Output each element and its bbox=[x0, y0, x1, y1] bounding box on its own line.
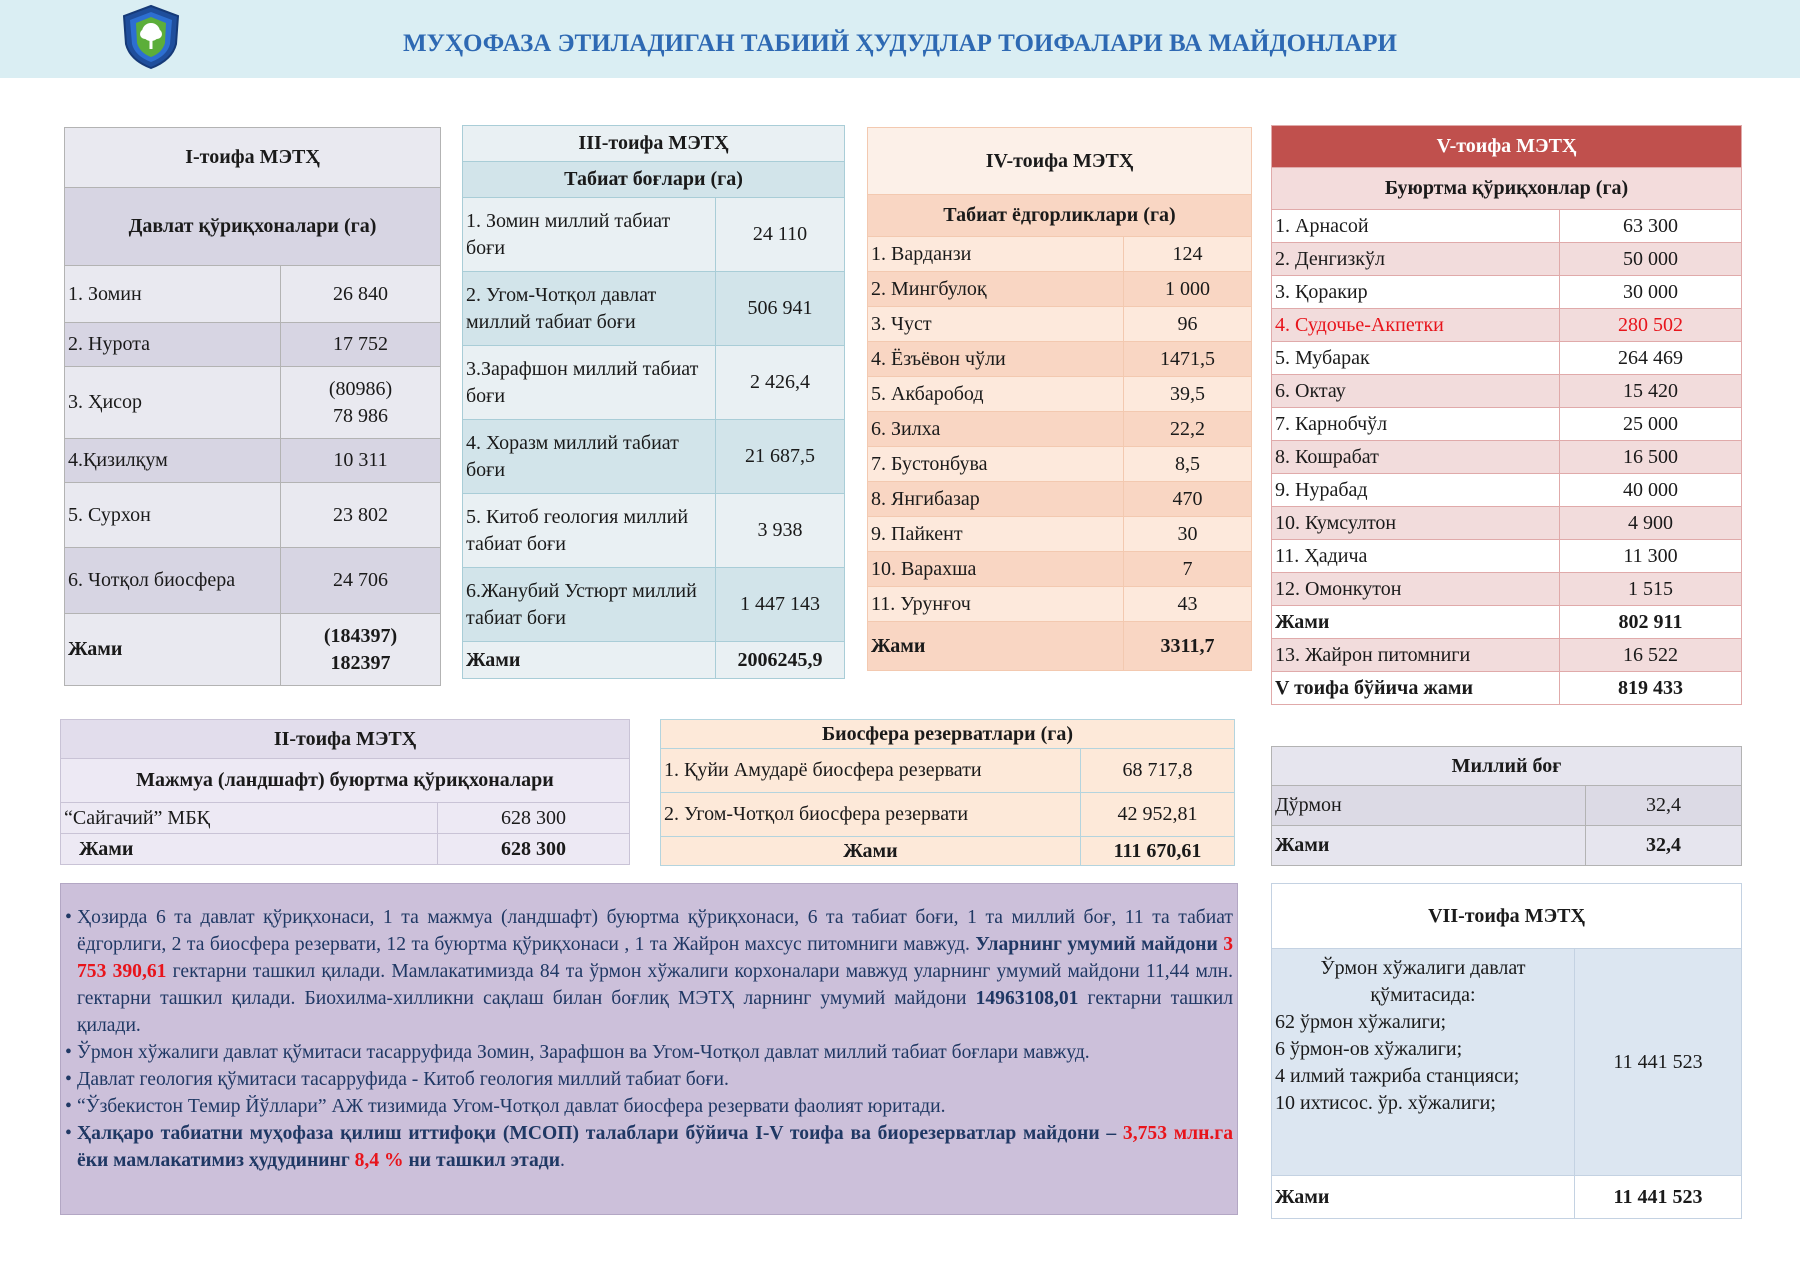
category-3-table bbox=[462, 125, 845, 679]
table-row: 1. Арнасой 63 300 bbox=[1272, 210, 1742, 243]
category-title: III-тоифа МЭТҲ bbox=[463, 126, 845, 162]
current-total: 182397 bbox=[330, 651, 391, 674]
table-row: 6. Октау 15 420 bbox=[1272, 375, 1742, 408]
category-2-table bbox=[60, 719, 630, 865]
table-row: 10. Кумсултон 4 900 bbox=[1272, 507, 1742, 540]
table-row: 4.Қизилқум 10 311 bbox=[65, 439, 441, 483]
total-row: Жами 628 300 bbox=[61, 834, 630, 865]
category-subtitle: Табиат ёдгорликлари (га) bbox=[868, 195, 1252, 237]
category-title: I-тоифа МЭТҲ bbox=[65, 128, 441, 188]
list-line: Ўрмон хўжалиги давлат bbox=[1320, 957, 1526, 979]
category-subtitle: Мажмуа (ландшафт) буюртма қўриқхоналари bbox=[61, 759, 630, 803]
table-row: 12. Омонкутон 1 515 bbox=[1272, 573, 1742, 606]
previous-value: (80986) bbox=[328, 377, 393, 400]
category-subtitle: Давлат қўриқхоналари (га) bbox=[65, 188, 441, 266]
category-subtitle: Табиат боғлари (га) bbox=[463, 162, 845, 198]
table-row: 5. Китоб геология миллий табиат боғи 3 938 bbox=[463, 494, 845, 568]
list-line: 6 ўрмон-ов хўжалиги; bbox=[1275, 1038, 1463, 1060]
table-row: Дўрмон 32,4 bbox=[1272, 786, 1742, 826]
category-title: II-тоифа МЭТҲ bbox=[61, 720, 630, 759]
table-row: 2. Нурота 17 752 bbox=[65, 323, 441, 367]
table-row: 4. Ёзъёвон чўли 1471,5 bbox=[868, 342, 1252, 377]
table-row: 9. Нурабад 40 000 bbox=[1272, 474, 1742, 507]
list-line: 4 илмий тажриба станцияси; bbox=[1275, 1065, 1520, 1087]
table-row: 8. Кошрабат 16 500 bbox=[1272, 441, 1742, 474]
park-title: Миллий боғ bbox=[1272, 747, 1742, 786]
category-4-table bbox=[867, 127, 1252, 671]
table-row: “Сайгачий” МБҚ 628 300 bbox=[61, 803, 630, 834]
table-row: 5. Мубарак 264 469 bbox=[1272, 342, 1742, 375]
list-line: 62 ўрмон хўжалиги; bbox=[1275, 1011, 1447, 1033]
biosphere-title: Биосфера резерватлари (га) bbox=[661, 720, 1235, 749]
total-row: Жами 11 441 523 bbox=[1272, 1176, 1742, 1219]
table-row: 8. Янгибазар 470 bbox=[868, 482, 1252, 517]
table-row: 5. Акбаробод 39,5 bbox=[868, 377, 1252, 412]
table-row: 11. Урунғоч 43 bbox=[868, 587, 1252, 622]
table-row: 10. Варахша 7 bbox=[868, 552, 1252, 587]
total-row: Жами 3311,7 bbox=[868, 622, 1252, 671]
table-row: 7. Карнобчўл 25 000 bbox=[1272, 408, 1742, 441]
total-row: Жами 111 670,61 bbox=[661, 837, 1235, 866]
total-row: Жами 802 911 bbox=[1272, 606, 1742, 639]
note-item: • Ҳалқаро табиатни муҳофаза қилиш иттифоқи (МСОП) талаблари бўйича I-V тоифа ва биорезерватлар майдони – 3,753 млн.га ёки мамлакатимиз ҳудудининг 8,4 % ни ташкил этади. bbox=[65, 1120, 1233, 1174]
national-park-table bbox=[1271, 746, 1742, 866]
category-subtitle: Буюртма қўриқхонлар (га) bbox=[1272, 168, 1742, 210]
category-title: VII-тоифа МЭТҲ bbox=[1272, 884, 1742, 949]
category-1-table bbox=[64, 127, 441, 686]
table-row: 4. Хоразм миллий табиат боғи 21 687,5 bbox=[463, 420, 845, 494]
table-row: 1. Варданзи 124 bbox=[868, 237, 1252, 272]
table-row: 1. Зомин миллий табиат боғи 24 110 bbox=[463, 198, 845, 272]
category-title: V-тоифа МЭТҲ bbox=[1272, 126, 1742, 168]
table-row: 5. Сурхон 23 802 bbox=[65, 483, 441, 548]
highlighted-row: 4. Судочье-Акпетки 280 502 bbox=[1272, 309, 1742, 342]
table-row: Ўрмон хўжалиги давлат қўмитасида: 62 ўрмон хўжалиги; 6 ўрмон-ов хўжалиги; 4 илмий тажриба станцияси; 10 ихтисос. ўр. хўжалиги; 11 441 523 bbox=[1272, 949, 1742, 1176]
note-item: • Ўрмон хўжалиги давлат қўмитаси тасарруфида Зомин, Зарафшон ва Угом-Чотқол давлат миллий табиат боғлари мавжуд. bbox=[65, 1039, 1233, 1066]
table-row: 6. Чотқол биосфера 24 706 bbox=[65, 548, 441, 614]
table-row: 3.Зарафшон миллий табиат боғи 2 426,4 bbox=[463, 346, 845, 420]
biosphere-table bbox=[660, 719, 1235, 866]
category-5-table bbox=[1271, 125, 1742, 705]
category-title: IV-тоифа МЭТҲ bbox=[868, 128, 1252, 195]
list-line: 10 ихтисос. ўр. хўжалиги; bbox=[1275, 1092, 1496, 1114]
summary-notes bbox=[60, 883, 1238, 1215]
table-row: 7. Бустонбува 8,5 bbox=[868, 447, 1252, 482]
note-item: • “Ўзбекистон Темир Йўллари” АЖ тизимида Угом-Чотқол давлат биосфера резервати фаолият юритади. bbox=[65, 1093, 1233, 1120]
table-row: 3. Қоракир 30 000 bbox=[1272, 276, 1742, 309]
grand-total-row: V тоифа бўйича жами 819 433 bbox=[1272, 672, 1742, 705]
table-row: 3. Ҳисор (80986) 78 986 bbox=[65, 367, 441, 439]
note-item: • Давлат геология қўмитаси тасарруфида - Китоб геология миллий табиат боғи. bbox=[65, 1066, 1233, 1093]
table-row: 13. Жайрон питомниги 16 522 bbox=[1272, 639, 1742, 672]
previous-total: (184397) bbox=[323, 624, 398, 647]
total-row: Жами 32,4 bbox=[1272, 826, 1742, 866]
category-7-table bbox=[1271, 883, 1742, 1219]
table-row: 2. Угом-Чотқол давлат миллий табиат боғи 506 941 bbox=[463, 272, 845, 346]
total-row: Жами 2006245,9 bbox=[463, 642, 845, 679]
note-item: • Ҳозирда 6 та давлат қўриқхонаси, 1 та мажмуа (ландшафт) буюртма қўриқхонаси, 6 та табиат боғи, 1 та миллий боғ, 11 та табиат ёдгорлиги, 2 та биосфера резервати, 12 та буюртма қўриқхонаси , 1 та Жайрон махсус питомниги мавжуд. Уларнинг умумий майдони 3 753 390,61 гектарни ташкил қилади. Мамлакатимизда 84 та ўрмон хўжалиги корхоналари мавжуд уларнинг умумий майдони 11,44 млн. гектарни ташкил қилади. Биохилма-хилликни сақлаш билан боғлиқ МЭТҲ ларнинг умумий майдони 14963108,01 гектарни ташкил қилади. bbox=[65, 904, 1233, 1039]
table-row: 9. Пайкент 30 bbox=[868, 517, 1252, 552]
list-line: қўмитасида: bbox=[1370, 984, 1476, 1006]
page-title: МУҲОФАЗА ЭТИЛАДИГАН ТАБИИЙ ҲУДУДЛАР ТОИФАЛАРИ ВА МАЙДОНЛАРИ bbox=[403, 30, 1397, 57]
total-row: Жами (184397) 182397 bbox=[65, 614, 441, 686]
table-row: 2. Денгизкўл 50 000 bbox=[1272, 243, 1742, 276]
table-row: 3. Чуст 96 bbox=[868, 307, 1252, 342]
table-row: 2. Угом-Чотқол биосфера резервати 42 952,81 bbox=[661, 793, 1235, 837]
table-row: 1. Қуйи Амударё биосфера резервати 68 717,8 bbox=[661, 749, 1235, 793]
current-value: 78 986 bbox=[333, 404, 388, 427]
table-row: 1. Зомин 26 840 bbox=[65, 266, 441, 323]
table-row: 11. Ҳадича 11 300 bbox=[1272, 540, 1742, 573]
table-row: 6. Зилха 22,2 bbox=[868, 412, 1252, 447]
table-row: 2. Мингбулоқ 1 000 bbox=[868, 272, 1252, 307]
table-row: 6.Жанубий Устюрт миллий табиат боғи 1 447 143 bbox=[463, 568, 845, 642]
